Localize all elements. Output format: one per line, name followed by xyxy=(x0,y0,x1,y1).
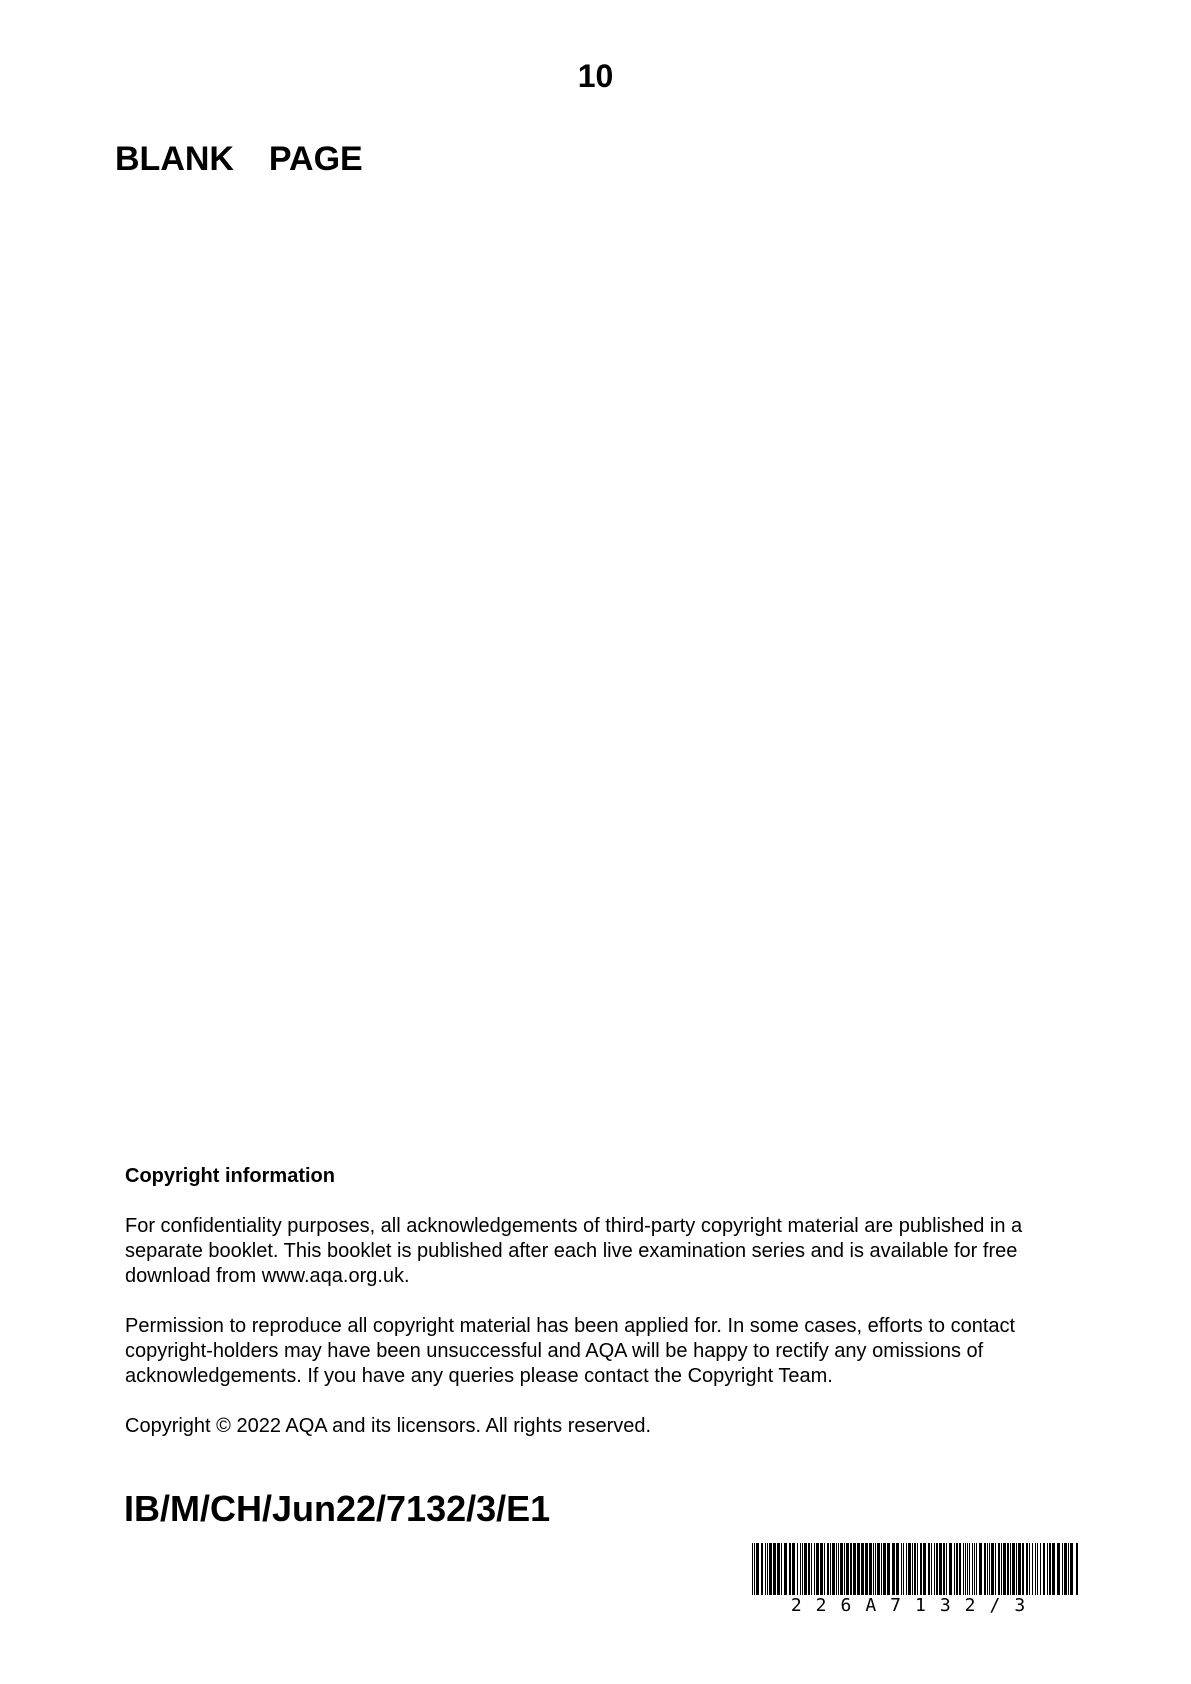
blank-page-heading: BLANK PAGE xyxy=(115,140,363,178)
barcode-bars xyxy=(752,1543,1078,1595)
copyright-paragraph-notice: Copyright © 2022 AQA and its licensors. All rights reserved. xyxy=(125,1415,652,1437)
page-number: 10 xyxy=(577,58,614,94)
barcode-text: 226A7132/3 xyxy=(790,1595,1040,1616)
copyright-paragraph-permission: Permission to reproduce all copyright material has been applied for. In some cases, efforts to contact copyright-holders may have been unsuccessful and AQA will be happy to rectify any omissions of acknowledgements. If you have any queries please contact the Copyright Team. xyxy=(125,1315,1016,1387)
barcode xyxy=(752,1543,1078,1616)
copyright-paragraph-confidentiality: For confidentiality purposes, all acknowledgements of third-party copyright material are published in a separate booklet. This booklet is published after each live examination series and is available for free download from www.aqa.org.uk. xyxy=(125,1215,1023,1287)
copyright-title: Copyright information xyxy=(125,1165,335,1187)
copyright-section xyxy=(125,1164,1085,1464)
document-reference: IB/M/CH/Jun22/7132/3/E1 xyxy=(124,1488,551,1529)
